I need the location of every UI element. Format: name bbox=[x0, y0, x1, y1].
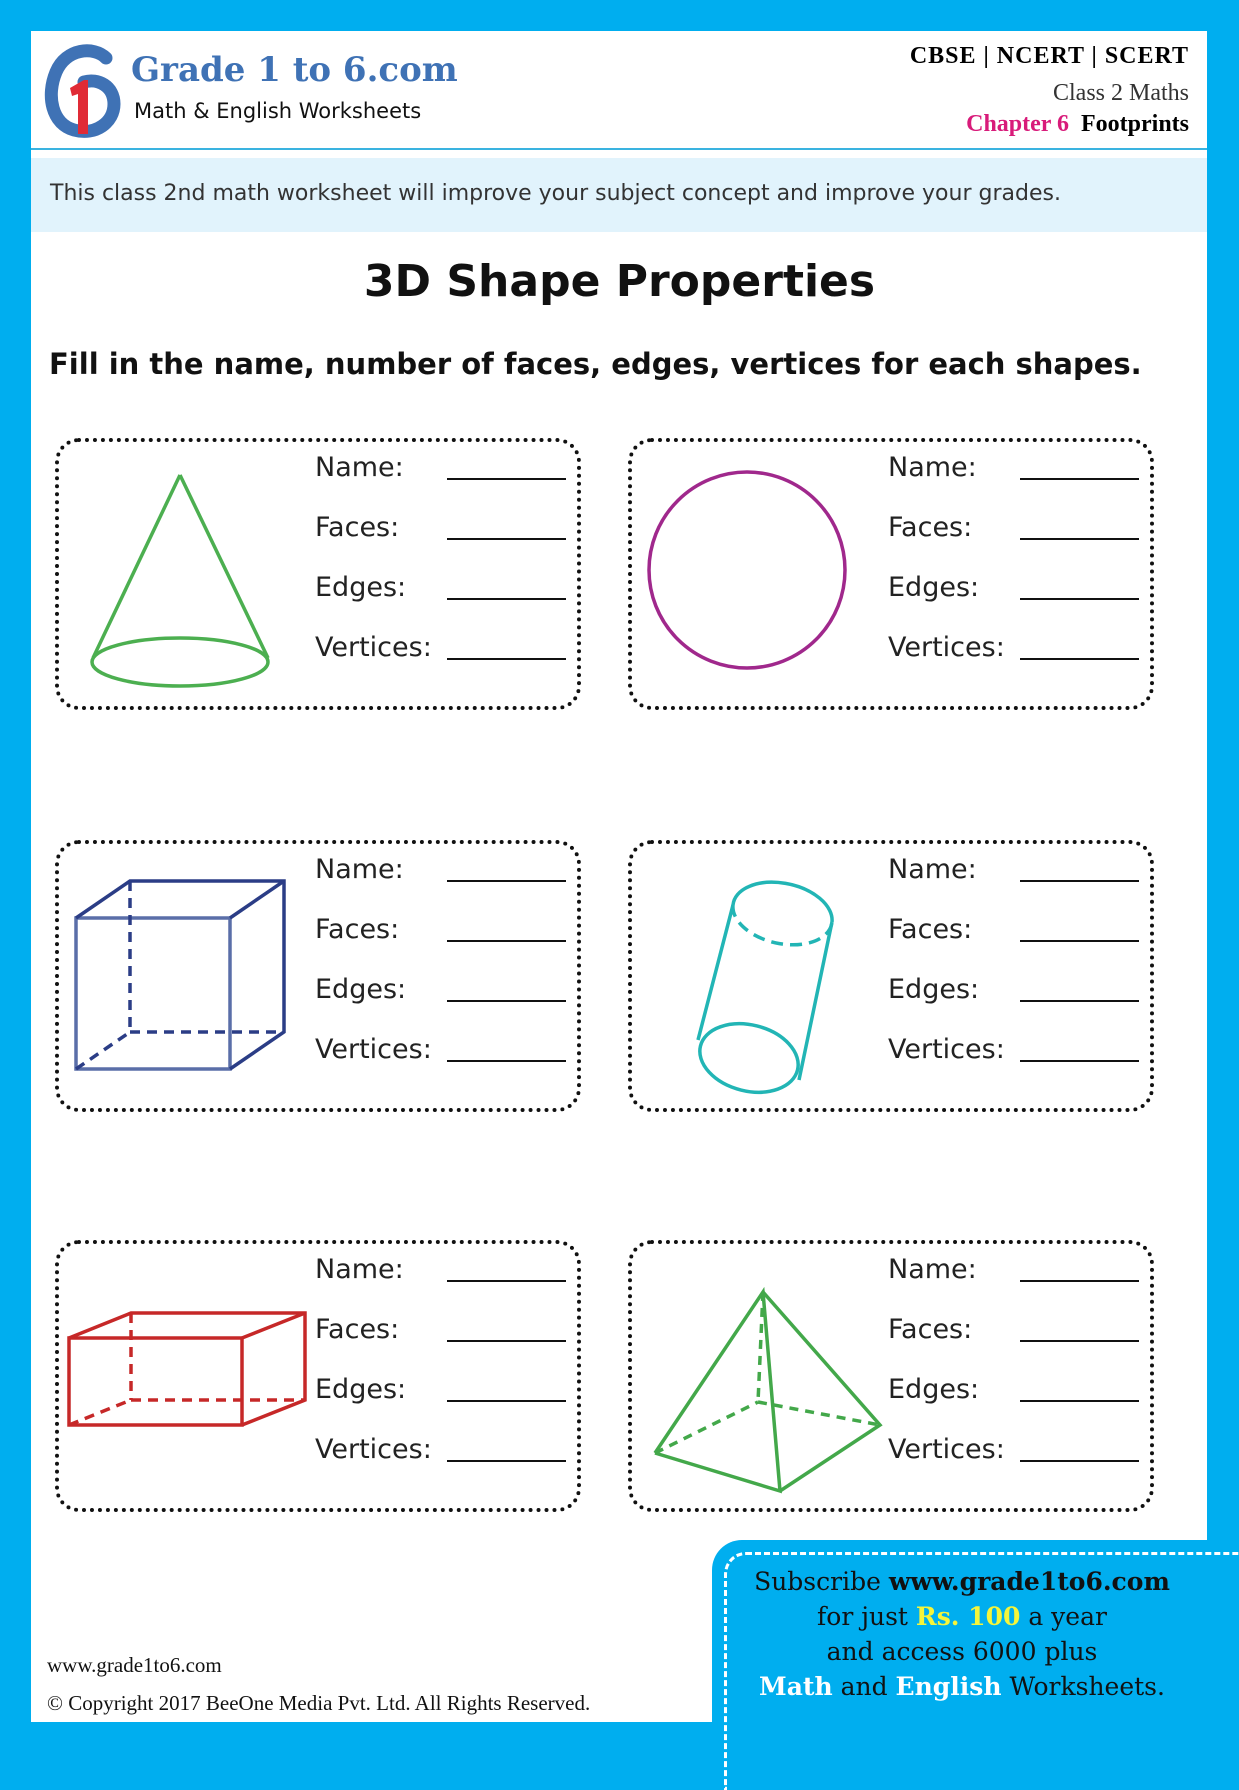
pyramid-shape bbox=[655, 1292, 880, 1491]
promo-text-4: and access 6000 plus bbox=[826, 1637, 1098, 1666]
promo-worksheets: Worksheets. bbox=[1001, 1672, 1165, 1701]
field-label: Faces: bbox=[315, 914, 400, 945]
field-label: Name: bbox=[315, 452, 404, 483]
promo-text bbox=[728, 1564, 1196, 1704]
boards: CBSE | NCERT | SCERT bbox=[909, 43, 1189, 69]
field-label: Edges: bbox=[315, 974, 407, 1005]
footer-copyright: © Copyright 2017 BeeOne Media Pvt. Ltd. All Rights Reserved. bbox=[47, 1691, 591, 1715]
cylinder-shape bbox=[693, 882, 833, 1102]
chapter-name: Footprints bbox=[1081, 111, 1189, 137]
class-label: Class 2 Maths bbox=[1052, 80, 1189, 106]
field-label: Vertices: bbox=[888, 1034, 1005, 1065]
cone-shape bbox=[92, 475, 268, 686]
promo-text-2: for just bbox=[817, 1602, 916, 1631]
field-label: Faces: bbox=[888, 914, 973, 945]
promo-url[interactable]: www.grade1to6.com bbox=[888, 1567, 1170, 1596]
field-label: Edges: bbox=[888, 572, 980, 603]
logo-title: Grade 1 to 6.com bbox=[131, 50, 458, 90]
promo-text-1: Subscribe bbox=[754, 1567, 889, 1596]
cuboid-shape bbox=[69, 1313, 305, 1425]
chapter-number: Chapter 6 bbox=[966, 111, 1069, 137]
promo-english: English bbox=[895, 1672, 1002, 1701]
field-label: Edges: bbox=[888, 1374, 980, 1405]
instruction: Fill in the name, number of faces, edges, vertices for each shapes. bbox=[49, 347, 1142, 381]
field-label: Vertices: bbox=[315, 1434, 432, 1465]
footer-site[interactable]: www.grade1to6.com bbox=[47, 1653, 222, 1677]
field-label: Faces: bbox=[888, 512, 973, 543]
field-label: Vertices: bbox=[888, 632, 1005, 663]
promo-math: Math bbox=[759, 1672, 833, 1701]
cube-shape bbox=[76, 881, 284, 1069]
field-label: Edges: bbox=[888, 974, 980, 1005]
sphere-shape bbox=[649, 472, 845, 668]
field-label: Name: bbox=[888, 1254, 977, 1285]
field-label: Vertices: bbox=[315, 632, 432, 663]
field-label: Edges: bbox=[315, 1374, 407, 1405]
promo-price: Rs. 100 bbox=[915, 1602, 1021, 1631]
banner: This class 2nd math worksheet will improve your subject concept and improve your grades. bbox=[31, 158, 1207, 232]
field-label: Edges: bbox=[315, 572, 407, 603]
field-label: Name: bbox=[888, 854, 977, 885]
page-title: 3D Shape Properties bbox=[363, 256, 876, 307]
field-label: Faces: bbox=[888, 1314, 973, 1345]
field-label: Name: bbox=[888, 452, 977, 483]
logo-subtitle: Math & English Worksheets bbox=[134, 99, 422, 123]
field-label: Name: bbox=[315, 854, 404, 885]
field-label: Name: bbox=[315, 1254, 404, 1285]
field-label: Faces: bbox=[315, 512, 400, 543]
promo-and: and bbox=[832, 1672, 896, 1701]
field-label: Vertices: bbox=[315, 1034, 432, 1065]
promo-text-3: a year bbox=[1020, 1602, 1107, 1631]
field-label: Vertices: bbox=[888, 1434, 1005, 1465]
subscribe-box[interactable] bbox=[712, 1540, 1239, 1770]
field-label: Faces: bbox=[315, 1314, 400, 1345]
